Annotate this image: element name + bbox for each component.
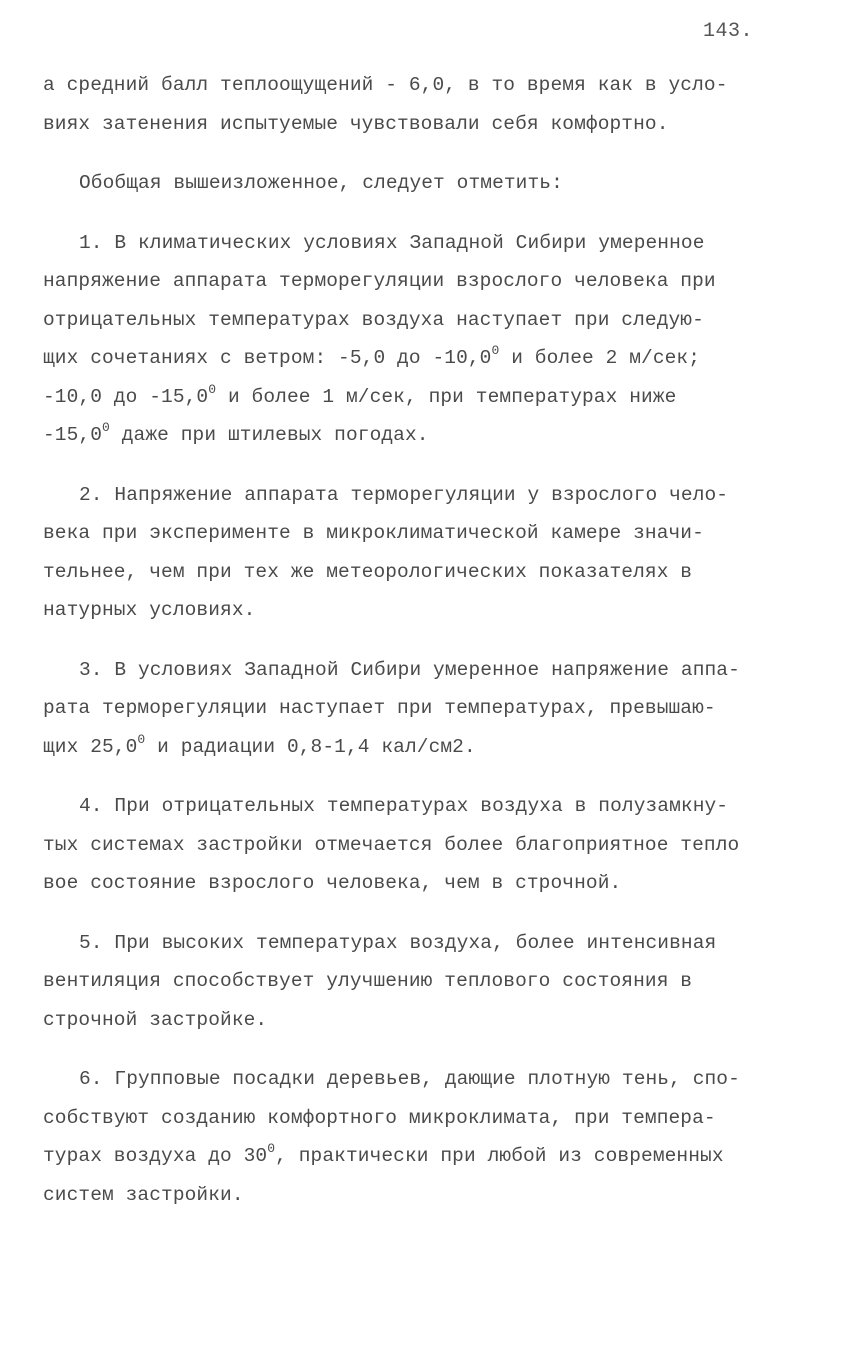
paragraph-1 xyxy=(43,66,813,143)
text-line xyxy=(43,416,813,455)
text-segment: 1. В климатических условиях Западной Сибири умеренное xyxy=(79,231,705,254)
body-text xyxy=(43,66,813,1235)
text-segment: виях затенения испытуемые чувствовали себя комфортно. xyxy=(43,112,669,135)
text-segment: 3. В условиях Западной Сибири умеренное напряжение аппа- xyxy=(79,658,740,681)
paragraph-6 xyxy=(43,787,813,903)
text-line xyxy=(43,728,813,767)
text-segment: систем застройки. xyxy=(43,1183,244,1206)
degree-superscript: 0 xyxy=(137,731,146,747)
text-line xyxy=(43,262,813,301)
text-segment: натурных условиях. xyxy=(43,599,256,621)
text-segment: отрицательных температурах воздуха наступает при следую- xyxy=(43,308,704,331)
text-segment: щих сочетаниях с ветром: -5,0 до -10,0 xyxy=(43,347,492,369)
text-segment: тых системах застройки отмечается более благоприятное тепло xyxy=(43,833,740,856)
text-segment: и более 1 м/сек, при температурах ниже xyxy=(216,385,677,408)
text-segment: , практически при любой из современных xyxy=(275,1145,724,1167)
text-line xyxy=(43,1137,813,1176)
text-segment: и более 2 м/сек; xyxy=(499,347,701,369)
text-line xyxy=(43,1001,813,1040)
text-line xyxy=(43,924,813,963)
text-line xyxy=(43,591,813,630)
text-segment: -10,0 до -15,0 xyxy=(43,385,209,408)
text-segment: напряжение аппарата терморегуляции взрослого человека при xyxy=(43,270,716,292)
paragraph-7 xyxy=(43,924,813,1040)
paragraph-4 xyxy=(43,476,813,630)
text-line xyxy=(43,301,813,340)
text-line xyxy=(43,553,813,592)
text-line xyxy=(43,1060,813,1099)
text-line xyxy=(43,339,813,378)
text-segment: рата терморегуляции наступает при температурах, превышаю- xyxy=(43,697,716,719)
text-segment: а средний балл теплоощущений - 6,0, в то время как в усло- xyxy=(43,74,728,96)
paragraph-8 xyxy=(43,1060,813,1214)
text-segment: вое состояние взрослого человека, чем в строчной. xyxy=(43,872,622,894)
text-segment: 4. При отрицательных температурах воздуха в полузамкну- xyxy=(79,795,729,817)
text-segment: 6. Групповые посадки деревьев, дающие плотную тень, спо- xyxy=(79,1068,740,1090)
degree-superscript: 0 xyxy=(267,1141,276,1156)
text-line xyxy=(43,1176,813,1215)
text-line xyxy=(43,826,813,865)
text-line xyxy=(43,864,813,903)
text-segment: и радиации 0,8-1,4 кал/см2. xyxy=(145,735,476,758)
text-line xyxy=(43,66,813,105)
degree-superscript: 0 xyxy=(208,381,217,397)
text-segment: строчной застройке. xyxy=(43,1008,268,1031)
text-line xyxy=(43,1099,813,1138)
text-segment: 2. Напряжение аппарата терморегуляции у взрослого чело- xyxy=(79,483,729,506)
page-number: 143. xyxy=(703,20,754,43)
text-line xyxy=(43,105,813,144)
degree-superscript: 0 xyxy=(102,420,110,435)
paragraph-5 xyxy=(43,651,813,767)
degree-superscript: 0 xyxy=(491,343,500,358)
paragraph-2 xyxy=(43,164,813,203)
text-segment: века при эксперименте в микроклиматической камере значи- xyxy=(43,522,704,544)
text-line xyxy=(43,651,813,690)
text-segment: Обобщая вышеизложенное, следует отметить: xyxy=(79,172,563,194)
text-segment: даже при штилевых погодах. xyxy=(109,424,429,446)
text-segment: 5. При высоких температурах воздуха, более интенсивная xyxy=(79,931,717,954)
text-line xyxy=(43,378,813,417)
text-line xyxy=(43,787,813,826)
text-segment: собствуют созданию комфортного микроклимата, при темпера- xyxy=(43,1106,716,1129)
text-segment: вентиляция способствует улучшению теплового состояния в xyxy=(43,970,693,992)
text-line xyxy=(43,476,813,515)
text-segment: -15,0 xyxy=(43,424,103,446)
text-line xyxy=(43,224,813,263)
text-line xyxy=(43,514,813,553)
text-line xyxy=(43,689,813,728)
text-line xyxy=(43,164,813,203)
text-segment: тельнее, чем при тех же метеорологических показателях в xyxy=(43,560,693,583)
text-segment: турах воздуха до 30 xyxy=(43,1145,268,1167)
text-line xyxy=(43,962,813,1001)
paragraph-3 xyxy=(43,224,813,455)
text-segment: щих 25,0 xyxy=(43,735,138,758)
